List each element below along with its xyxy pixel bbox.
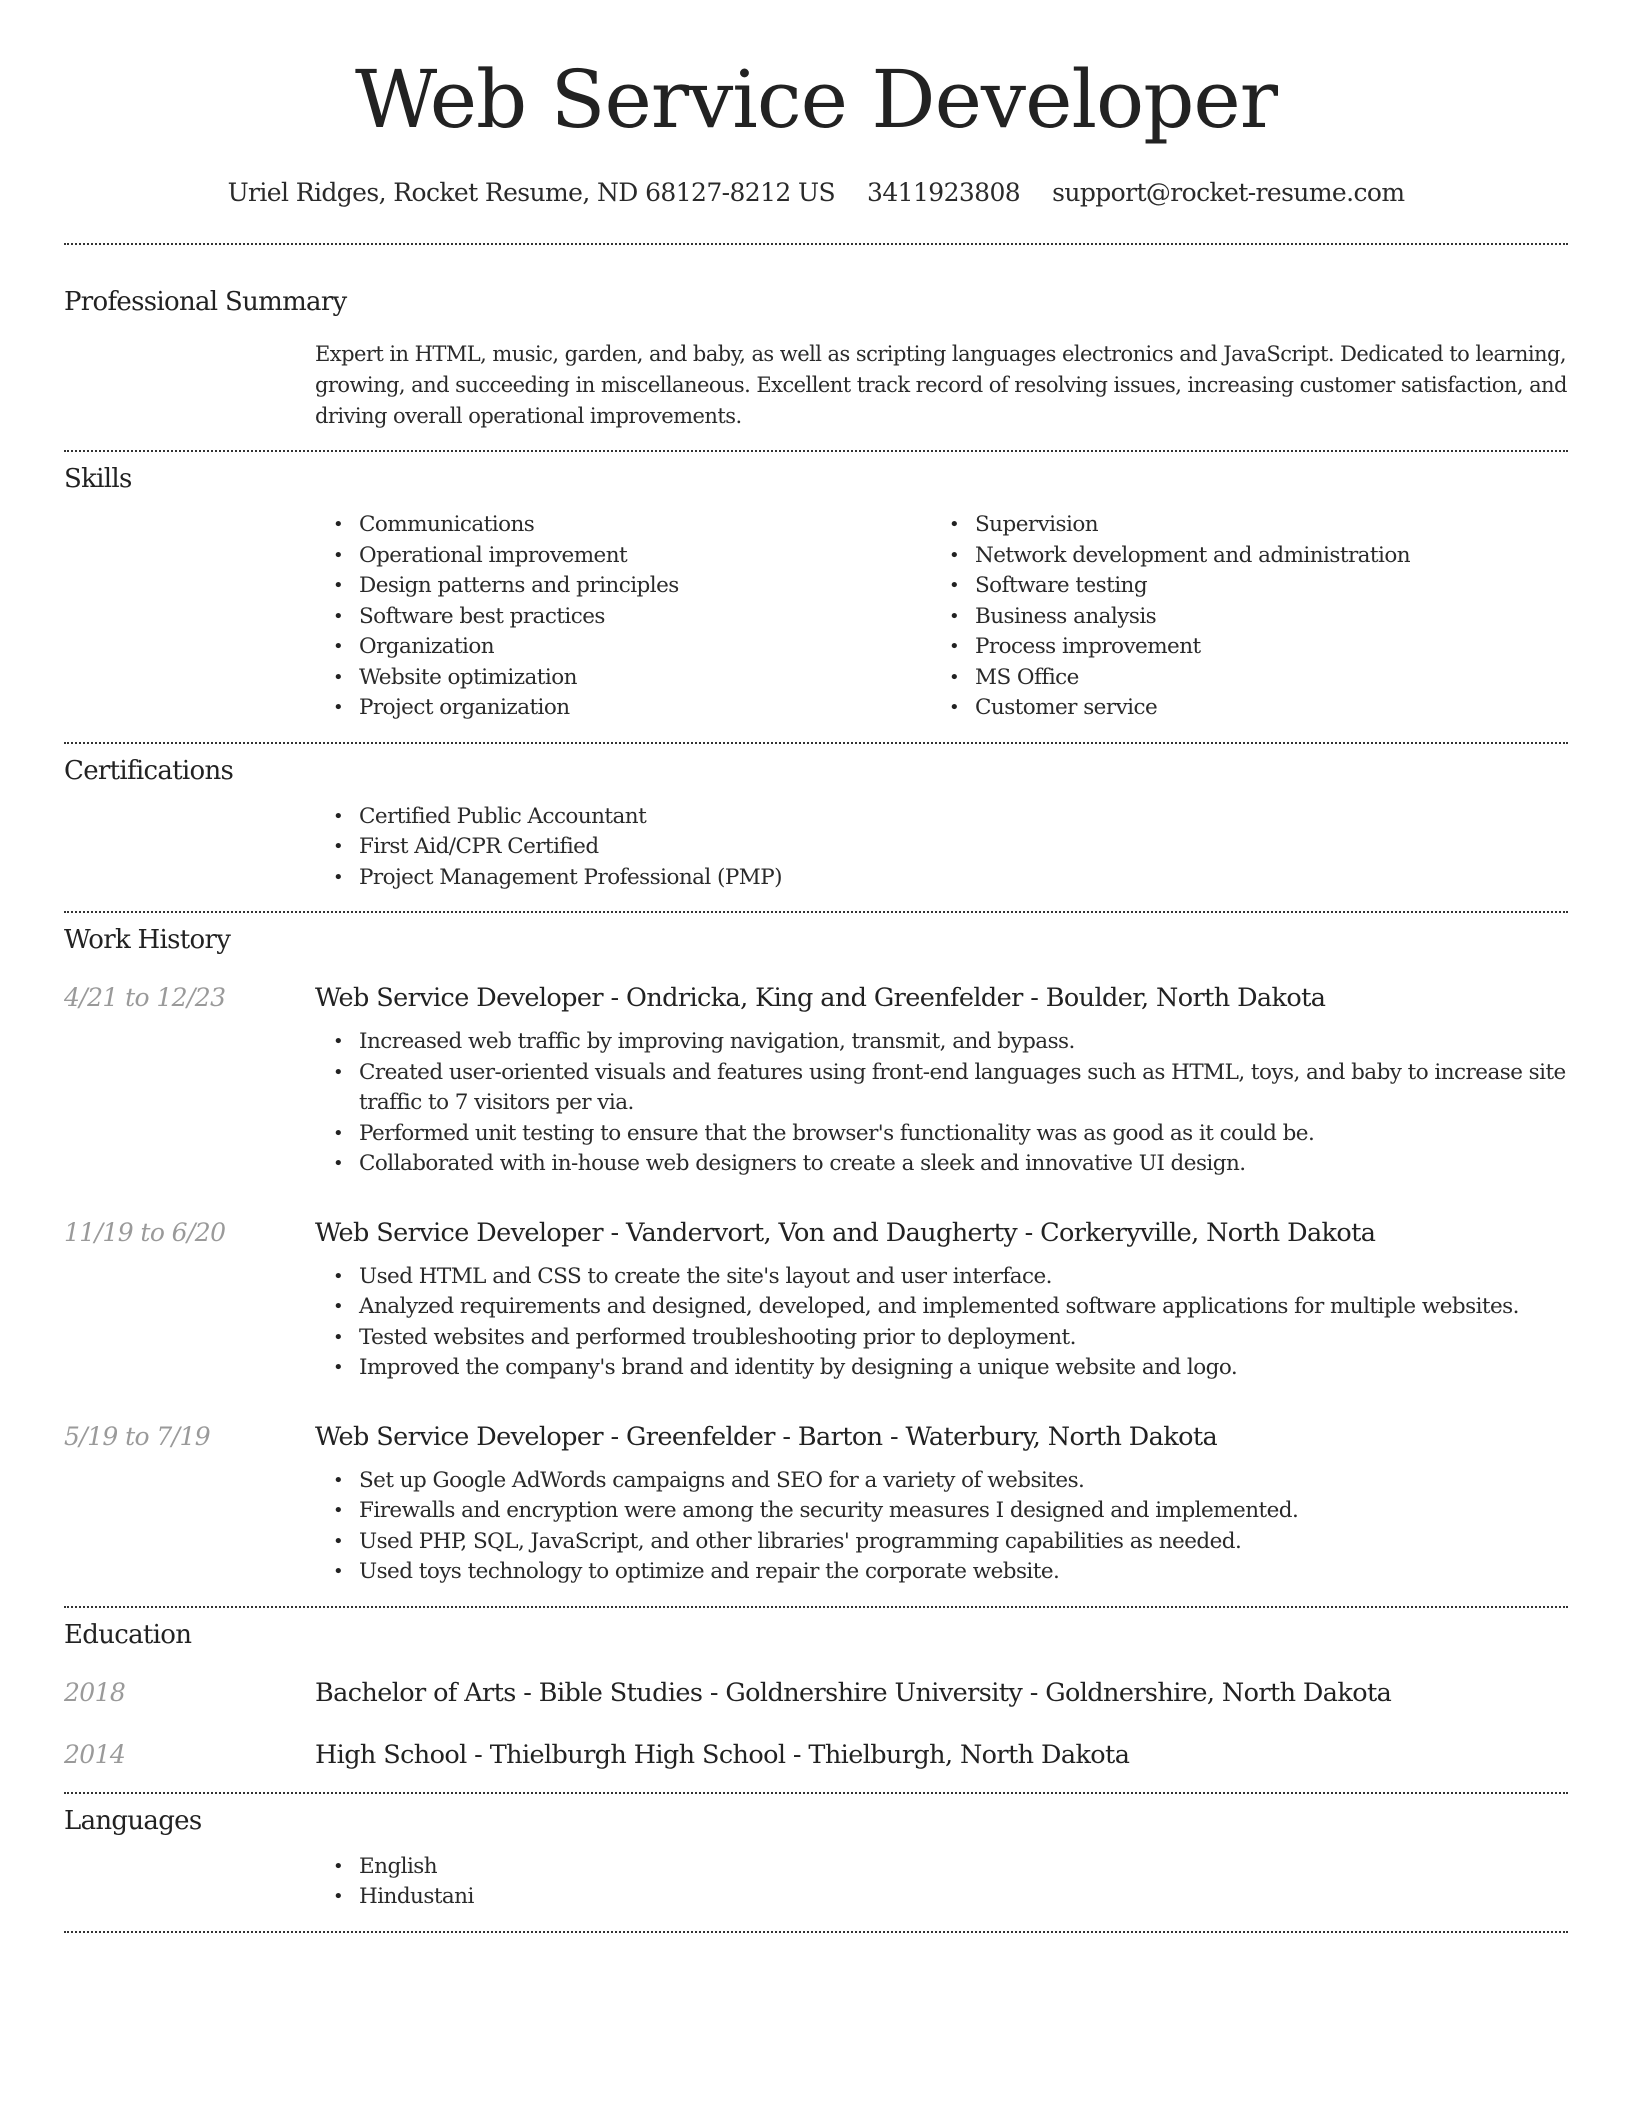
certification-item: • Project Management Professional (PMP) bbox=[315, 863, 1568, 894]
job-bullet: • Firewalls and encryption were among the security measures I designed and implemented. bbox=[315, 1496, 1568, 1527]
education-entry bbox=[64, 1678, 1568, 1708]
certification-item: • Certified Public Accountant bbox=[315, 802, 1568, 833]
resume-page bbox=[64, 0, 1568, 1933]
divider bbox=[64, 911, 1568, 913]
skill-item: • Network development and administration bbox=[931, 541, 1547, 572]
job-bullet: • Used HTML and CSS to create the site's layout and user interface. bbox=[315, 1262, 1568, 1293]
job-dates: 11/19 to 6/20 bbox=[64, 1217, 226, 1247]
divider bbox=[64, 1792, 1568, 1794]
education-heading: Education bbox=[64, 1619, 192, 1650]
languages-list bbox=[315, 1852, 1568, 1913]
work-history-section bbox=[64, 925, 1568, 1588]
skill-item: • Organization bbox=[315, 632, 931, 663]
certifications-section bbox=[64, 756, 1568, 894]
resume-title: Web Service Developer bbox=[354, 53, 1277, 146]
skills-left-column bbox=[315, 510, 931, 724]
contact-email: support@rocket-resume.com bbox=[1052, 178, 1405, 207]
job-bullets bbox=[315, 1027, 1568, 1180]
skill-item: • Software best practices bbox=[315, 602, 931, 633]
job-bullet: • Collaborated with in-house web designers to create a sleek and innovative UI design. bbox=[315, 1149, 1568, 1180]
job-entry bbox=[64, 983, 1568, 1180]
summary-text: Expert in HTML, music, garden, and baby, as well as scripting languages electronics and JavaScript. Dedicated to learning, growing, and succeeding in miscellaneous. Excellent track record of resolving issues, increasing customer satisfaction, and driving overall operational improvements. bbox=[315, 342, 1567, 428]
divider bbox=[64, 1931, 1568, 1933]
job-bullet: • Improved the company's brand and identity by designing a unique website and logo. bbox=[315, 1353, 1568, 1384]
skills-list bbox=[315, 510, 1568, 724]
skill-item: • Design patterns and principles bbox=[315, 571, 931, 602]
languages-heading: Languages bbox=[64, 1805, 202, 1836]
contact-phone: 3411923808 bbox=[867, 178, 1021, 207]
job-bullets bbox=[315, 1466, 1568, 1588]
job-bullet: • Created user-oriented visuals and features using front-end languages such as HTML, toys, and baby to increase site traffic to 7 visitors per via. bbox=[315, 1058, 1568, 1119]
education-year: 2014 bbox=[64, 1739, 126, 1769]
summary-heading: Professional Summary bbox=[64, 287, 347, 317]
contact-line bbox=[64, 178, 1568, 207]
skills-section bbox=[64, 464, 1568, 724]
job-dates: 4/21 to 12/23 bbox=[64, 983, 226, 1012]
skill-item: • Communications bbox=[315, 510, 931, 541]
job-bullet: • Analyzed requirements and designed, developed, and implemented software applications for multiple websites. bbox=[315, 1292, 1568, 1323]
job-bullet: • Used toys technology to optimize and repair the corporate website. bbox=[315, 1557, 1568, 1588]
divider bbox=[64, 1606, 1568, 1608]
skill-item: • Project organization bbox=[315, 693, 931, 724]
skills-right-column bbox=[931, 510, 1547, 724]
job-entry bbox=[64, 1422, 1568, 1588]
certification-item: • First Aid/CPR Certified bbox=[315, 832, 1568, 863]
job-bullet: • Set up Google AdWords campaigns and SEO for a variety of websites. bbox=[315, 1466, 1568, 1497]
skill-item: • Website optimization bbox=[315, 663, 931, 694]
job-bullet: • Performed unit testing to ensure that the browser's functionality was as good as it could be. bbox=[315, 1119, 1568, 1150]
education-section bbox=[64, 1620, 1568, 1770]
language-item: • Hindustani bbox=[315, 1882, 1568, 1913]
skill-item: • Supervision bbox=[931, 510, 1547, 541]
skill-item: • Operational improvement bbox=[315, 541, 931, 572]
work-history-heading: Work History bbox=[64, 925, 231, 955]
skill-item: • MS Office bbox=[931, 663, 1547, 694]
job-bullet: • Tested websites and performed troubleshooting prior to deployment. bbox=[315, 1323, 1568, 1354]
job-dates: 5/19 to 7/19 bbox=[64, 1421, 211, 1451]
divider bbox=[64, 243, 1568, 245]
education-degree: High School - Thielburgh High School - Thielburgh, North Dakota bbox=[315, 1739, 1130, 1770]
contact-address: Uriel Ridges, Rocket Resume, ND 68127-8212 US bbox=[227, 178, 836, 207]
languages-section bbox=[64, 1806, 1568, 1913]
job-bullet: • Used PHP, SQL, JavaScript, and other libraries' programming capabilities as needed. bbox=[315, 1527, 1568, 1558]
skills-heading: Skills bbox=[64, 464, 132, 494]
education-year: 2018 bbox=[64, 1677, 126, 1707]
education-entry bbox=[64, 1740, 1568, 1770]
divider bbox=[64, 450, 1568, 452]
skill-item: • Process improvement bbox=[931, 632, 1547, 663]
education-degree: Bachelor of Arts - Bible Studies - Goldnershire University - Goldnershire, North Dakota bbox=[315, 1677, 1392, 1708]
job-bullets bbox=[315, 1262, 1568, 1384]
job-title: Web Service Developer - Ondricka, King and Greenfelder - Boulder, North Dakota bbox=[315, 983, 1326, 1013]
job-bullet: • Increased web traffic by improving navigation, transmit, and bypass. bbox=[315, 1027, 1568, 1058]
certifications-heading: Certifications bbox=[64, 755, 234, 786]
summary-section bbox=[64, 287, 1568, 432]
skill-item: • Business analysis bbox=[931, 602, 1547, 633]
job-entry bbox=[64, 1218, 1568, 1384]
job-title: Web Service Developer - Vandervort, Von and Daugherty - Corkeryville, North Dakota bbox=[315, 1217, 1376, 1248]
language-item: • English bbox=[315, 1852, 1568, 1883]
certifications-list bbox=[315, 802, 1568, 894]
job-title: Web Service Developer - Greenfelder - Barton - Waterbury, North Dakota bbox=[315, 1421, 1218, 1452]
divider bbox=[64, 742, 1568, 744]
skill-item: • Customer service bbox=[931, 693, 1547, 724]
skill-item: • Software testing bbox=[931, 571, 1547, 602]
